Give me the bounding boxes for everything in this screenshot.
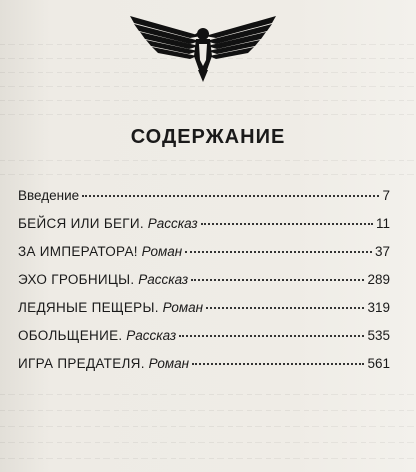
toc-entry bbox=[18, 356, 390, 384]
bleed-through-line bbox=[0, 100, 416, 101]
toc-entry-title: ИГРА ПРЕДАТЕЛЯ. bbox=[18, 356, 145, 371]
toc-entry-kind: Роман bbox=[148, 356, 190, 371]
dot-leader bbox=[201, 223, 373, 225]
toc-entry-page: 37 bbox=[374, 244, 390, 259]
bleed-through-line bbox=[0, 86, 416, 87]
toc-entry bbox=[18, 216, 390, 244]
imperial-eagle-icon bbox=[128, 14, 278, 82]
bleed-through-line bbox=[0, 174, 416, 175]
page-title: СОДЕРЖАНИЕ bbox=[130, 126, 286, 148]
bleed-through-line bbox=[0, 394, 416, 395]
toc-entry-title: Введение bbox=[18, 188, 80, 203]
toc-entry-kind: Роман bbox=[141, 244, 183, 259]
toc-entry-title: БЕЙСЯ ИЛИ БЕГИ. bbox=[18, 216, 144, 231]
toc-entry-title: ЗА ИМПЕРАТОРА! bbox=[18, 244, 138, 259]
toc-entry-title: ОБОЛЬЩЕНИЕ. bbox=[18, 328, 123, 343]
bleed-through-line bbox=[0, 442, 416, 443]
dot-leader bbox=[191, 279, 364, 281]
bleed-through-line bbox=[0, 160, 416, 161]
toc-entry-page: 7 bbox=[382, 188, 390, 203]
toc-entry-kind: Рассказ bbox=[147, 216, 198, 231]
table-of-contents bbox=[18, 188, 390, 384]
toc-entry bbox=[18, 244, 390, 272]
toc-entry-kind: Рассказ bbox=[138, 272, 189, 287]
toc-entry-label bbox=[18, 356, 189, 371]
bleed-through-line bbox=[0, 458, 416, 459]
toc-entry-label bbox=[18, 328, 176, 343]
dot-leader bbox=[179, 335, 364, 337]
toc-entry bbox=[18, 328, 390, 356]
toc-entry-label bbox=[18, 216, 198, 231]
dot-leader bbox=[192, 363, 364, 365]
bleed-through-line bbox=[0, 426, 416, 427]
toc-entry-page: 319 bbox=[367, 300, 390, 315]
toc-entry-page: 11 bbox=[375, 216, 390, 231]
toc-entry-title: ЛЕДЯНЫЕ ПЕЩЕРЫ. bbox=[18, 300, 159, 315]
dot-leader bbox=[206, 307, 364, 309]
toc-entry bbox=[18, 300, 390, 328]
toc-entry-page: 535 bbox=[367, 328, 390, 343]
toc-entry-label bbox=[18, 244, 182, 259]
toc-entry-page: 289 bbox=[367, 272, 390, 287]
toc-entry-label bbox=[18, 272, 188, 287]
toc-entry-label bbox=[18, 188, 79, 203]
dot-leader bbox=[82, 195, 379, 197]
bleed-through-line bbox=[0, 114, 416, 115]
toc-entry-title: ЭХО ГРОБНИЦЫ. bbox=[18, 272, 135, 287]
toc-entry bbox=[18, 272, 390, 300]
toc-entry bbox=[18, 188, 390, 216]
bleed-through-line bbox=[0, 410, 416, 411]
toc-entry-page: 561 bbox=[367, 356, 390, 371]
dot-leader bbox=[185, 251, 372, 253]
toc-entry-label bbox=[18, 300, 203, 315]
toc-entry-kind: Роман bbox=[162, 300, 204, 315]
toc-entry-kind: Рассказ bbox=[126, 328, 177, 343]
